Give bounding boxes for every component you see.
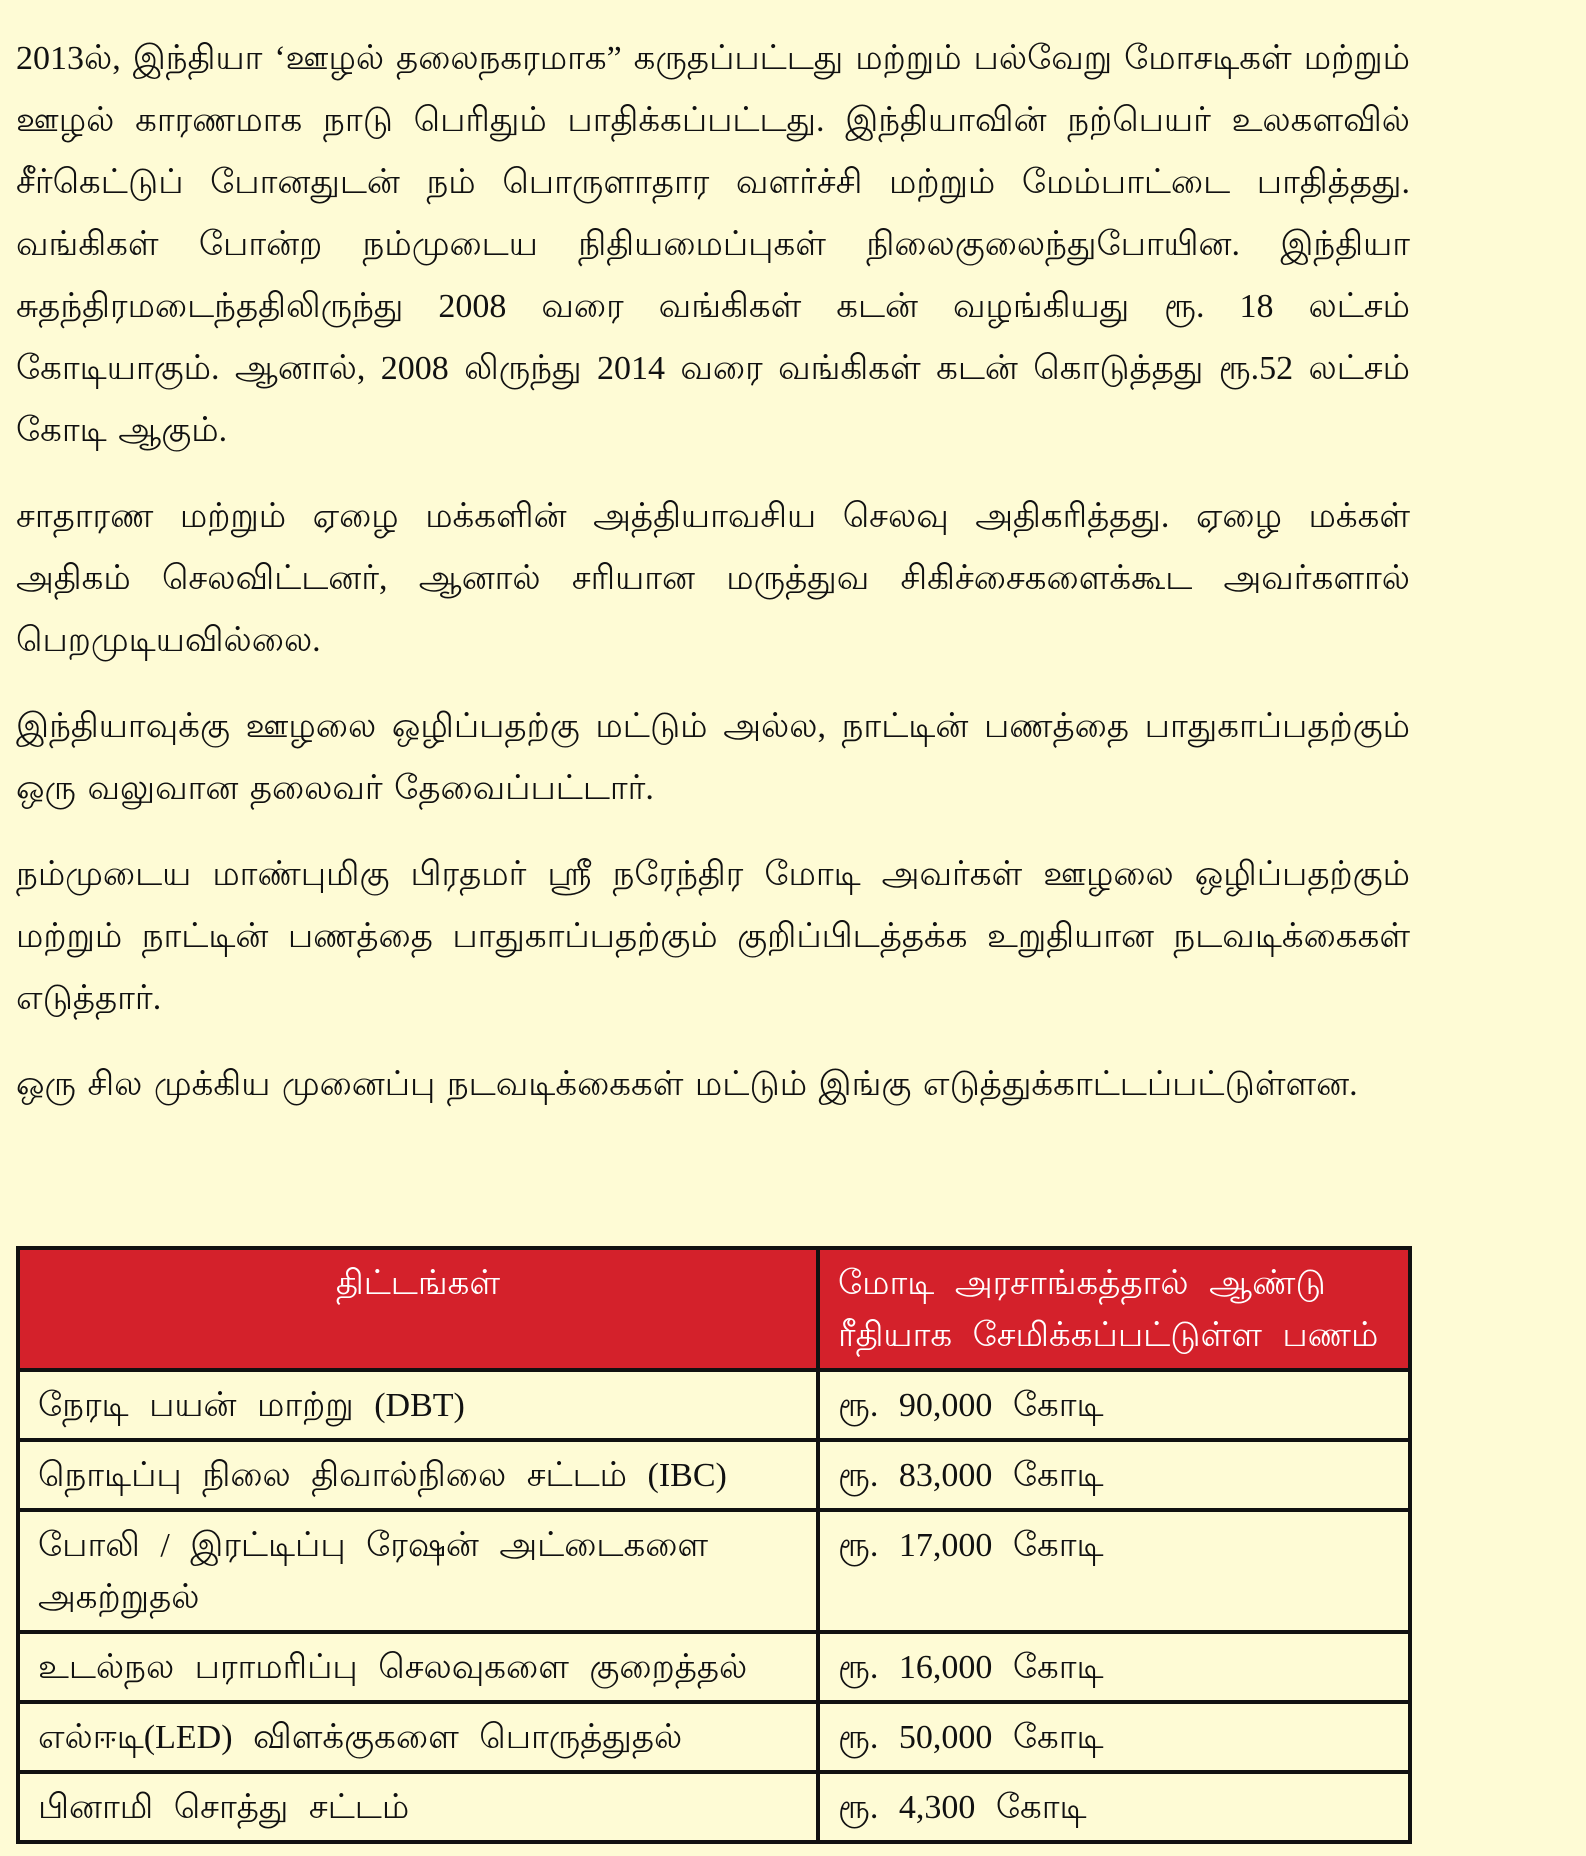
paragraph-examples-intro: ஒரு சில முக்கிய முனைப்பு நடவடிக்கைகள் மட்டும் இங்கு எடுத்துக்காட்டப்பட்டுள்ளன. [16,1066,1358,1103]
paragraph-common-people: சாதாரண மற்றும் ஏழை மக்களின் அத்தியாவசிய செலவு அதிகரித்தது. ஏழை மக்கள் அதிகம் செலவிட்டனர், ஆனால் சரியான மருத்துவ சிகிச்சைகளைக்கூட அவர்களால் பெறமுடியவில்லை. [16,498,1410,659]
scheme-cell: போலி / இரட்டிப்பு ரேஷன் அட்டைகளை அகற்றுதல் [18,1510,818,1632]
savings-table-container [16,1246,1408,1844]
amount-cell: ரூ. 83,000 கோடி [818,1440,1410,1510]
table-row [18,1772,1410,1842]
document-body [16,28,1410,1140]
table-row [18,1370,1410,1440]
table-header-row [18,1248,1410,1370]
scheme-cell: எல்ஈடி(LED) விளக்குகளை பொருத்துதல் [18,1702,818,1772]
paragraph-strong-leader: இந்தியாவுக்கு ஊழலை ஒழிப்பதற்கு மட்டும் அல்ல, நாட்டின் பணத்தை பாதுகாப்பதற்கும் ஒரு வலுவான தலைவர் தேவைப்பட்டார். [16,708,1410,807]
paragraph-corruption-history: 2013ல், இந்தியா ‘ஊழல் தலைநகரமாக” கருதப்பட்டது மற்றும் பல்வேறு மோசடிகள் மற்றும் ஊழல் காரணமாக நாடு பெரிதும் பாதிக்கப்பட்டது. இந்தியாவின் நற்பெயர் உலகளவில் சீர்கெட்டுப் போனதுடன் நம் பொருளாதார வளர்ச்சி மற்றும் மேம்பாட்டை பாதித்தது. வங்கிகள் போன்ற நம்முடைய நிதியமைப்புகள் நிலைகுலைந்துபோயின. இந்தியா சுதந்திரமடைந்ததிலிருந்து 2008 வரை வங்கிகள் கடன் வழங்கியது ரூ. 18 லட்சம் கோடியாகும். ஆனால், 2008 லிருந்து 2014 வரை வங்கிகள் கடன் கொடுத்தது ரூ.52 லட்சம் கோடி ஆகும். [16,40,1410,449]
amount-cell: ரூ. 4,300 கோடி [818,1772,1410,1842]
table-row [18,1510,1410,1632]
scheme-cell: நொடிப்பு நிலை திவால்நிலை சட்டம் (IBC) [18,1440,818,1510]
scheme-cell: உடல்நல பராமரிப்பு செலவுகளை குறைத்தல் [18,1632,818,1702]
table-row [18,1702,1410,1772]
amount-cell: ரூ. 50,000 கோடி [818,1702,1410,1772]
scheme-cell: பினாமி சொத்து சட்டம் [18,1772,818,1842]
amount-cell: ரூ. 16,000 கோடி [818,1632,1410,1702]
amount-cell: ரூ. 17,000 கோடி [818,1510,1410,1632]
header-scheme: திட்டங்கள் [18,1248,818,1370]
table-row [18,1440,1410,1510]
header-amount: மோடி அரசாங்கத்தால் ஆண்டு ரீதியாக சேமிக்கப்பட்டுள்ள பணம் [818,1248,1410,1370]
table-row [18,1632,1410,1702]
scheme-cell: நேரடி பயன் மாற்று (DBT) [18,1370,818,1440]
savings-table [16,1246,1412,1844]
amount-cell: ரூ. 90,000 கோடி [818,1370,1410,1440]
paragraph-modi-actions: நம்முடைய மாண்புமிகு பிரதமர் ஸ்ரீ நரேந்திர மோடி அவர்கள் ஊழலை ஒழிப்பதற்கும் மற்றும் நாட்டின் பணத்தை பாதுகாப்பதற்கும் குறிப்பிடத்தக்க உறுதியான நடவடிக்கைகள் எடுத்தார். [16,856,1410,1017]
